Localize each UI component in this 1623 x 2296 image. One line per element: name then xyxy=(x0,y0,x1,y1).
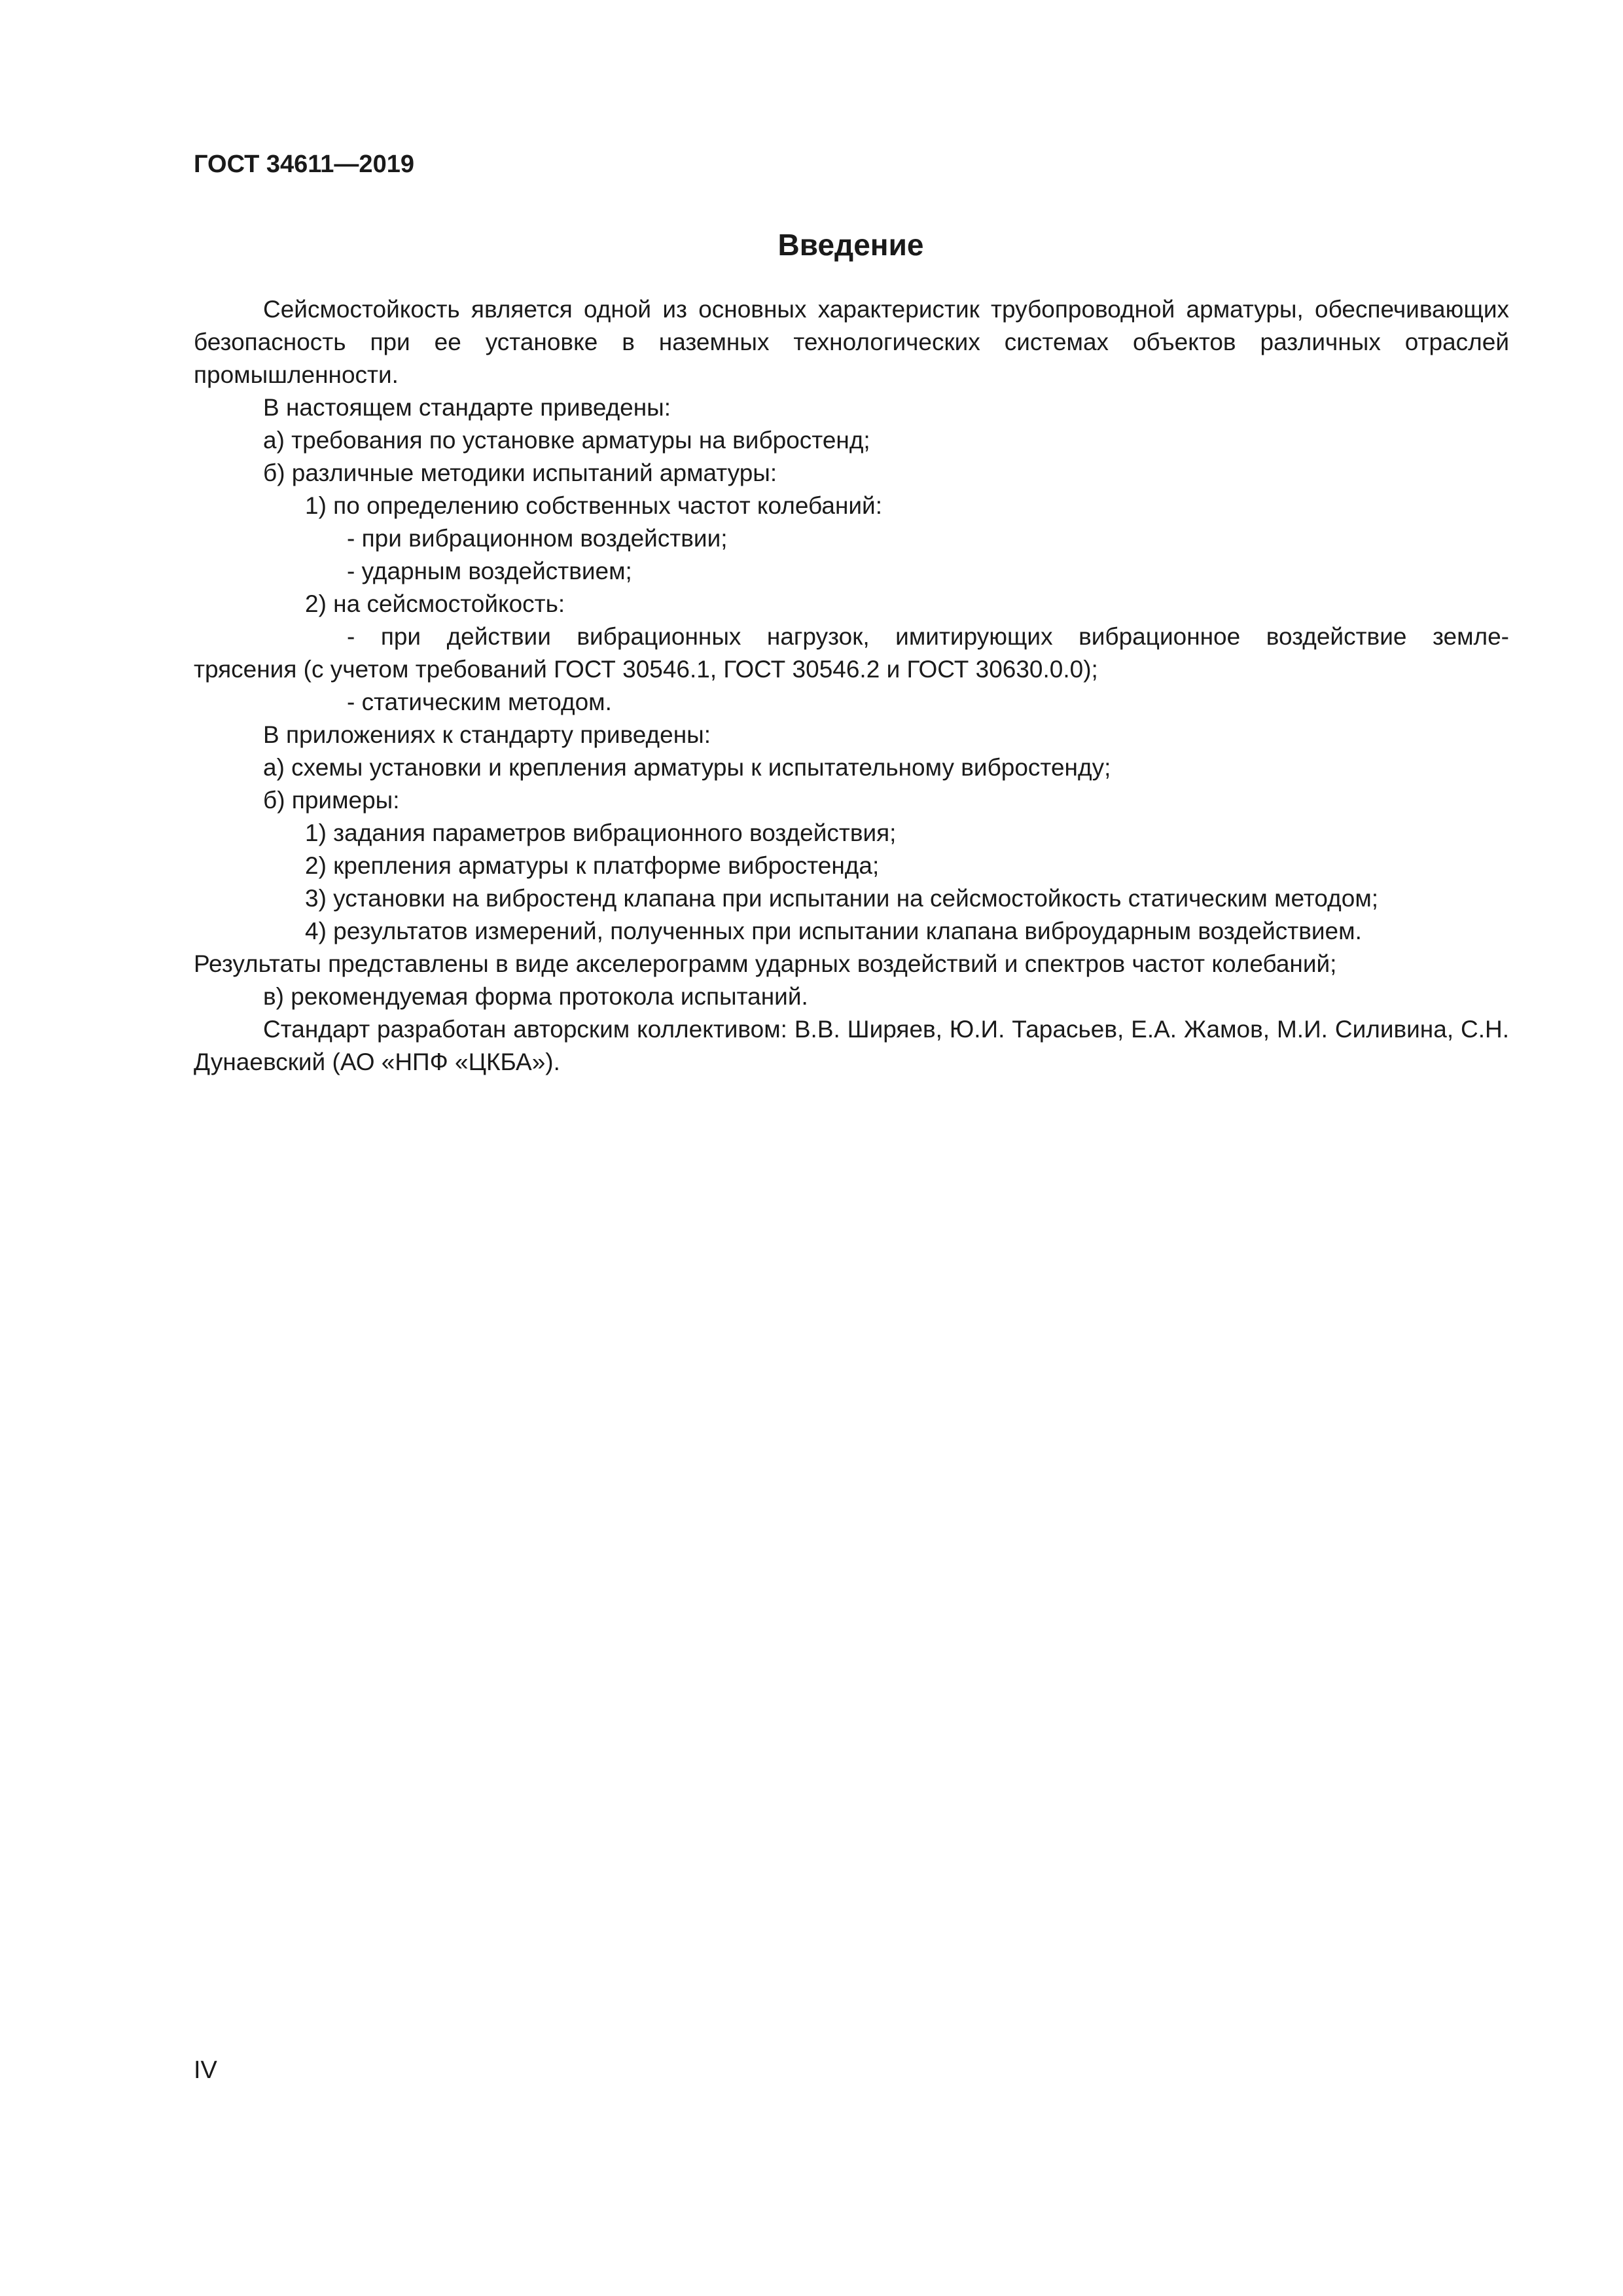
list-item-b2-dash1-cont: трясения (с учетом требований ГОСТ 30546.1, ГОСТ 30546.2 и ГОСТ 30630.0.0); xyxy=(194,656,1098,683)
annex-lead: В приложениях к стандарту приведены: xyxy=(263,721,711,748)
list-item-b1: 1) по определению собственных частот колебаний: xyxy=(305,492,883,519)
annex-item-b: б) примеры: xyxy=(263,787,400,814)
document-code: ГОСТ 34611—2019 xyxy=(194,151,414,178)
authors-paragraph: Стандарт разработан авторским коллективом: В.В. Ширяев, Ю.И. Тарасьев, Е.А. Жамов, М.И. Силивина, С.Н. Дунаевский (АО «НПФ «ЦКБА»). xyxy=(194,1016,1509,1075)
annex-item-b4-cont: Результаты представлены в виде акселерограмм ударных воздействий и спектров частот колебаний; xyxy=(194,950,1337,977)
annex-item-b1: 1) задания параметров вибрационного воздействия; xyxy=(305,819,897,846)
annex-item-b2: 2) крепления арматуры к платформе вибростенда; xyxy=(305,852,880,879)
document-body xyxy=(194,293,1509,1079)
annex-item-b3: 3) установки на вибростенд клапана при испытании на сейсмостойкость статическим методом; xyxy=(305,885,1379,912)
intro-paragraph: Сейсмостойкость является одной из основных характеристик трубопроводной арматуры, обеспечивающих безопасность при ее установке в наземных технологических системах объектов различных отраслей промышленности. xyxy=(194,296,1509,388)
list-item-b2-dash2: - статическим методом. xyxy=(347,689,612,715)
annex-item-a: а) схемы установки и крепления арматуры к испытательному вибростенду; xyxy=(263,754,1111,781)
standard-lead: В настоящем стандарте приведены: xyxy=(263,394,671,421)
list-item-b: б) различные методики испытаний арматуры: xyxy=(263,459,777,486)
section-title: Введение xyxy=(777,228,924,262)
list-item-b1-dash2: - ударным воздействием; xyxy=(347,558,632,584)
list-item-b2: 2) на сейсмостойкость: xyxy=(305,590,565,617)
list-item-b2-dash1: - при действии вибрационных нагрузок, имитирующих вибрационное воздействие земле- xyxy=(347,623,1509,650)
list-item-b1-dash1: - при вибрационном воздействии; xyxy=(347,525,728,552)
annex-item-b4: 4) результатов измерений, полученных при испытании клапана виброударным воздействием. xyxy=(305,918,1362,944)
list-item-a: а) требования по установке арматуры на вибростенд; xyxy=(263,427,870,454)
page-number: IV xyxy=(194,2056,217,2084)
annex-item-c: в) рекомендуемая форма протокола испытаний. xyxy=(263,983,808,1010)
